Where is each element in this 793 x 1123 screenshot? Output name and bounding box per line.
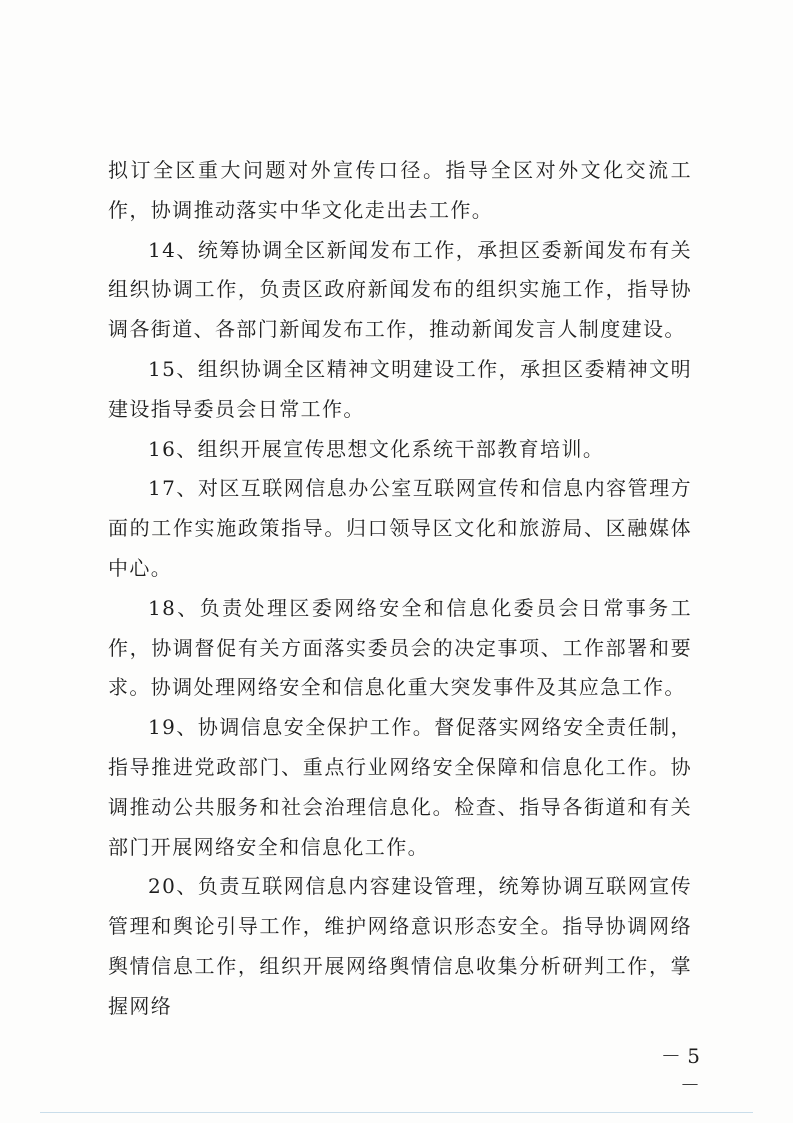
paragraph-item-17: 17、对区互联网信息办公室互联网宣传和信息内容管理方面的工作实施政策指导。归口领导区文化和旅游局、区融媒体中心。 xyxy=(108,476,692,580)
bottom-divider xyxy=(40,1112,753,1113)
paragraph-item-16: 16、组织开展宣传思想文化系统干部教育培训。 xyxy=(148,436,605,461)
paragraph-item-14: 14、统筹协调全区新闻发布工作，承担区委新闻发布有关组织协调工作，负责区政府新闻发布的组织实施工作，指导协调各街道、各部门新闻发布工作，推动新闻发言人制度建设。 xyxy=(108,237,692,342)
paragraph-continuation: 拟订全区重大问题对外宣传口径。指导全区对外文化交流工作，协调推动落实中华文化走出去工作。 xyxy=(108,158,692,222)
paragraph-item-15: 15、组织协调全区精神文明建设工作，承担区委精神文明建设指导委员会日常工作。 xyxy=(108,356,692,421)
page-number: － 5 － xyxy=(660,1044,700,1097)
paragraph-item-20: 20、负责互联网信息内容建设管理，统筹协调互联网宣传管理和舆论引导工作，维护网络意识形态安全。指导协调网络舆情信息工作，组织开展网络舆情信息收集分析研判工作，掌握网络 xyxy=(108,874,692,1018)
paragraph-item-18: 18、负责处理区委网络安全和信息化委员会日常事务工作，协调督促有关方面落实委员会的决定事项、工作部署和要求。协调处理网络安全和信息化重大突发事件及其应急工作。 xyxy=(108,595,692,700)
document-body xyxy=(108,151,692,1027)
paragraph-item-19: 19、协调信息安全保护工作。督促落实网络安全责任制，指导推进党政部门、重点行业网络安全保障和信息化工作。协调推动公共服务和社会治理信息化。检查、指导各街道和有关部门开展网络安全和信息化工作。 xyxy=(108,715,692,859)
